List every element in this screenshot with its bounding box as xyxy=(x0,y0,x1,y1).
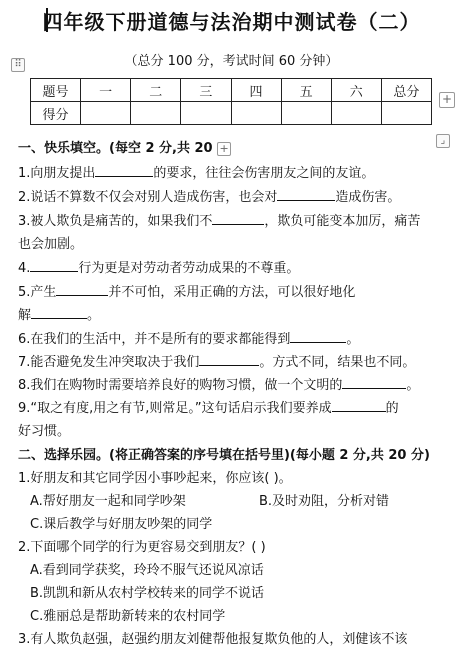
add-column-plus-icon[interactable]: + xyxy=(439,92,455,108)
score-row-label: 得分 xyxy=(31,102,81,125)
question-1-3-continued: 也会加剧。 xyxy=(18,237,84,252)
score-table-header-row xyxy=(31,79,432,102)
score-table xyxy=(30,78,432,125)
option-2-2-a[interactable]: A.看到同学获奖，玲玲不服气还说风凉话 xyxy=(30,563,264,578)
option-2-2-c[interactable]: C.雅丽总是帮助新转来的农村同学 xyxy=(30,609,226,624)
option-2-2-b[interactable]: B.凯凯和新从农村学校转来的同学不说话 xyxy=(30,586,265,601)
answer-blank[interactable] xyxy=(212,211,264,225)
question-1-5-continued: 解 。 xyxy=(18,304,100,323)
score-cell[interactable] xyxy=(331,102,381,125)
add-row-plus-icon[interactable]: + xyxy=(217,142,231,156)
answer-blank[interactable] xyxy=(290,329,346,343)
question-1-7: 7.能否避免发生冲突取决于我们 。方式不同，结果也不同。 xyxy=(18,351,415,370)
question-1-1: 1.向朋友提出 的要求，往往会伤害朋友之间的友谊。 xyxy=(18,162,374,181)
score-header-cell: 五 xyxy=(281,79,331,102)
score-cell[interactable] xyxy=(381,102,431,125)
score-cell[interactable] xyxy=(81,102,131,125)
answer-blank[interactable] xyxy=(342,375,406,389)
score-header-cell: 一 xyxy=(81,79,131,102)
answer-blank[interactable] xyxy=(31,305,87,319)
table-move-handle-icon[interactable]: ⠿ xyxy=(11,58,25,72)
score-header-cell: 题号 xyxy=(31,79,81,102)
score-header-cell: 总分 xyxy=(381,79,431,102)
score-cell[interactable] xyxy=(231,102,281,125)
answer-blank[interactable] xyxy=(95,163,153,177)
question-2-3: 3.有人欺负赵强，赵强约朋友刘健帮他报复欺负他的人，刘健该不该 xyxy=(18,632,408,647)
score-header-cell: 六 xyxy=(331,79,381,102)
question-1-9: 9.“取之有度,用之有节,则常足。”这句话启示我们要养成 的 xyxy=(18,397,399,416)
score-cell[interactable] xyxy=(181,102,231,125)
score-cell[interactable] xyxy=(131,102,181,125)
section-1-title: 一、快乐填空。(每空 2 分,共 20 + xyxy=(18,137,231,156)
question-1-9-continued: 好习惯。 xyxy=(18,424,71,439)
option-2-1-a[interactable]: A.帮好朋友一起和同学吵架 xyxy=(30,494,186,509)
question-2-2: 2.下面哪个同学的行为更容易交到朋友？( ) xyxy=(18,540,266,555)
answer-blank[interactable] xyxy=(56,282,108,296)
question-2-1: 1.好朋友和其它同学因小事吵起来，你应该( )。 xyxy=(18,471,292,486)
question-1-8: 8.我们在购物时需要培养良好的购物习惯，做一个文明的 。 xyxy=(18,374,419,393)
question-1-5: 5.产生 并不可怕，采用正确的方法，可以很好地化 xyxy=(18,281,355,300)
resize-corner-icon[interactable]: ⌟ xyxy=(436,134,450,148)
answer-blank[interactable] xyxy=(30,258,78,272)
question-1-4: 4. 行为更是对劳动者劳动成果的不尊重。 xyxy=(18,257,299,276)
answer-blank[interactable] xyxy=(332,398,386,412)
section-2-title: 二、选择乐园。(将正确答案的序号填在括号里)(每小题 2 分,共 20 分) xyxy=(18,448,430,463)
score-header-cell: 三 xyxy=(181,79,231,102)
question-1-3: 3.被人欺负是痛苦的，如果我们不 ，欺负可能变本加厉，痛苦 xyxy=(18,210,420,229)
answer-blank[interactable] xyxy=(277,187,335,201)
question-1-2: 2.说话不算数不仅会对别人造成伤害，也会对 造成伤害。 xyxy=(18,186,400,205)
score-table-score-row xyxy=(31,102,432,125)
score-header-cell: 二 xyxy=(131,79,181,102)
exam-info: （总分 100 分，考试时间 60 分钟） xyxy=(124,54,339,69)
page-title: 四年级下册道德与法治期中测试卷（二） xyxy=(42,10,421,34)
answer-blank[interactable] xyxy=(199,352,259,366)
option-2-1-c[interactable]: C.课后教学与好朋友吵架的同学 xyxy=(30,517,213,532)
score-header-cell: 四 xyxy=(231,79,281,102)
score-cell[interactable] xyxy=(281,102,331,125)
question-1-6: 6.在我们的生活中，并不是所有的要求都能得到 。 xyxy=(18,328,359,347)
option-2-1-b[interactable]: B.及时劝阻，分析对错 xyxy=(259,494,390,509)
